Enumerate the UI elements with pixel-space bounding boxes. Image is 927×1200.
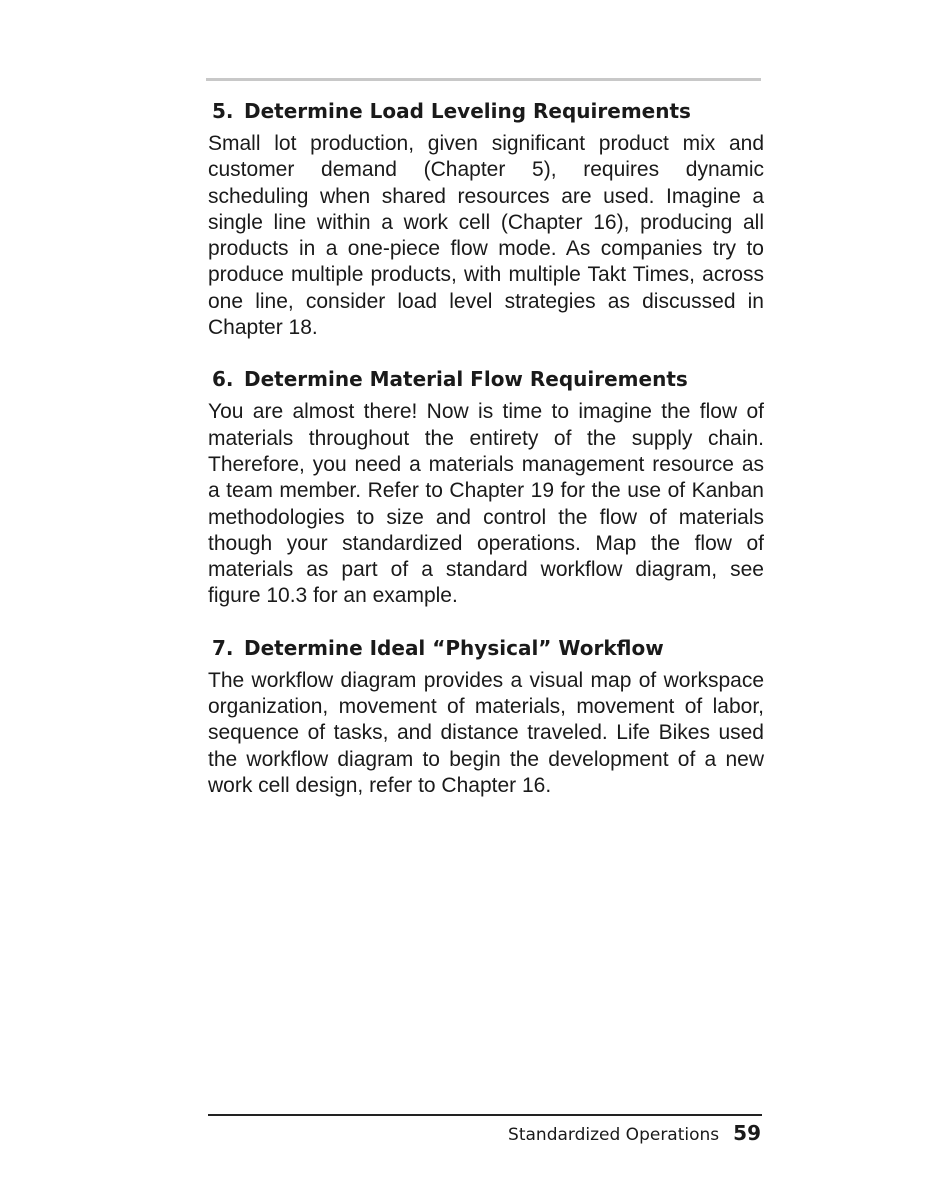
section-body: You are almost there! Now is time to imagine the flow of materials throughout the entirety of the supply chain. Therefore, you need a materials management resource as a team member. Refer to Chapter 19 for the use of Kanban methodologies to size and control the flow of materials though your standardized operations. Map the flow of materials as part of a standard workflow diagram, see figure 10.3 for an example. bbox=[208, 400, 764, 608]
section-heading bbox=[212, 95, 764, 127]
footer-rule bbox=[208, 1114, 762, 1116]
section-number: 7. bbox=[212, 635, 234, 660]
running-title: Standardized Operations bbox=[508, 1125, 720, 1145]
section-body: The workflow diagram provides a visual map of workspace organization, movement of materials, movement of labor, sequence of tasks, and distance traveled. Life Bikes used the workflow diagram to begin the development of a new work cell design, refer to Chapter 16. bbox=[208, 668, 764, 797]
page-content bbox=[208, 95, 764, 821]
page-number: 59 bbox=[733, 1121, 761, 1145]
section-number: 5. bbox=[212, 99, 234, 123]
section-5 bbox=[208, 95, 764, 341]
section-heading bbox=[212, 632, 764, 664]
page-footer bbox=[508, 1120, 761, 1148]
section-number: 6. bbox=[212, 367, 234, 392]
section-body: Small lot production, given significant product mix and customer demand (Chapter 5), requires dynamic scheduling when shared resources are used. Imagine a single line within a work cell (Chapter 16), producing all products in a one-piece flow mode. As companies try to produce multiple products, with multiple Takt Times, across one line, consider load level strategies as discussed in Chapter 18. bbox=[208, 132, 764, 340]
section-6 bbox=[208, 363, 764, 609]
section-title: Determine Material Flow Requirements bbox=[244, 367, 688, 392]
section-heading bbox=[212, 363, 764, 395]
section-7 bbox=[208, 632, 764, 799]
top-rule bbox=[206, 78, 761, 81]
section-title: Determine Ideal “Physical” Workflow bbox=[244, 635, 664, 660]
section-title: Determine Load Leveling Requirements bbox=[244, 99, 691, 123]
